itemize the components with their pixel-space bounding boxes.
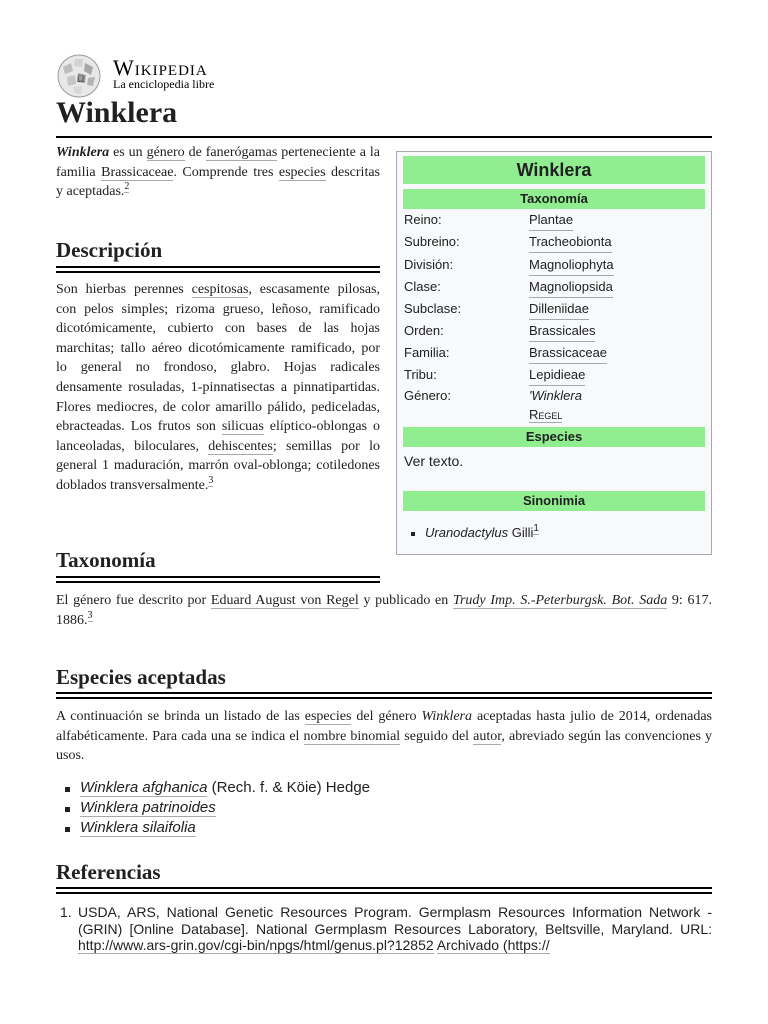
intro-text-1: es un [109,145,147,160]
taxobox-row [404,343,704,363]
taxobox-link-dilleniidae[interactable]: Dilleniidae [529,299,589,320]
taxobox [396,151,712,555]
esp-genus: Winklera [421,709,472,724]
descripcion-paragraph [56,280,380,496]
link-trudy[interactable]: Trudy Imp. S.-Peterburgsk. Bot. Sada [452,593,668,608]
taxobox-key: Tribu: [404,367,437,382]
species-link[interactable]: Winklera afghanica [80,779,208,796]
link-dehiscentes[interactable]: dehiscentes [208,438,273,454]
reference-number: 1. [60,904,72,920]
list-item [62,778,370,798]
species-link[interactable]: Winklera silaifolia [80,819,196,836]
section-heading-taxonomia: Taxonomía [56,548,156,572]
desc-text-3: elíptico-oblongas o lanceoladas, biloculares, [56,419,380,454]
taxobox-genus-value [529,386,582,424]
taxobox-synonym-item [411,525,539,540]
taxobox-key: División: [404,257,454,272]
section-heading-referencias: Referencias [56,860,161,884]
taxobox-row [404,232,704,252]
intro-text-3: perteneciente a la familia [56,145,380,180]
reference-archive-link[interactable]: Archivado (https:// [436,937,550,953]
taxobox-key: Género: [404,388,451,403]
title-divider [56,136,712,138]
especies-paragraph [56,707,712,766]
link-cespitosas[interactable]: cespitosas [191,282,249,297]
link-autor[interactable]: autor [473,728,502,744]
desc-text-4: ; semillas por lo general 1 maduración, marrón oval-oblonga; cotiledones doblados transversalmente. [56,438,381,493]
section-divider [56,266,380,273]
wikipedia-wordmark: Wikipedia [113,55,208,80]
esp-text-1: A continuación se brinda un listado de las [56,709,305,724]
tax-text-1: El género fue descrito por [56,593,211,608]
reference-body: USDA, ARS, National Genetic Resources Program. Germplasm Resources Information Network - (GRIN) [Online Database]. National Germplasm Resources Laboratory, Beltsville, Maryland. URL: [78,904,712,937]
taxobox-title: Winklera [403,156,705,184]
taxobox-row-genero [404,386,704,426]
taxobox-key: Familia: [404,345,450,360]
taxobox-key: Subclase: [404,301,462,316]
intro-paragraph [56,143,380,202]
wikipedia-globe-icon [55,53,103,99]
taxobox-key: Orden: [404,323,444,338]
bullet-icon [411,532,415,536]
section-heading-especies: Especies aceptadas [56,665,226,689]
wikipedia-tagline: La enciclopedia libre [113,77,215,91]
taxonomia-paragraph [56,591,712,630]
taxobox-row [404,365,704,385]
wikipedia-logo[interactable] [55,53,255,99]
citation-1[interactable]: 1 [533,523,539,534]
section-divider [56,576,380,583]
synonym-name: Uranodactylus [425,525,509,540]
taxobox-key: Clase: [404,279,441,294]
taxobox-link-plantae[interactable]: Plantae [529,210,573,231]
tax-text-3: 9: 617. 1886. [56,593,713,628]
link-especies-2[interactable]: especies [304,709,352,724]
svg-text:Ω: Ω [77,74,85,85]
taxobox-link-tracheobionta[interactable]: Tracheobionta [529,232,612,253]
taxobox-row [404,210,704,230]
citation-2[interactable]: 2 [124,181,130,193]
taxobox-header-taxonomia: Taxonomía [403,189,705,209]
section-heading-descripcion: Descripción [56,238,163,262]
taxobox-species-text: Ver texto. [404,453,464,469]
taxobox-row [404,321,704,341]
link-regel[interactable]: Eduard August von Regel [210,593,359,608]
link-nombre-binomial[interactable]: nombre binomial [303,728,401,744]
taxobox-key: Reino: [404,212,442,227]
species-link[interactable]: Winklera patrinoides [80,799,216,816]
tax-text-2: y publicado en [358,593,453,608]
taxobox-row [404,299,704,319]
desc-text-2: , escasamente pilosas, con pelos simples; rizoma grueso, leñoso, ramificado dicotómicamente, cubierto con bases de las hojas marchitas; tallo aéreo dicotómicamente ramificado, por lo general no frondoso, glabro. Hojas radicales densamente rosuladas, 1-pinnatisectas a pinnatipartidas. Flores mediocres, de color amarillo pálido, pediceladas, ebracteadas. Los frutos son [56,282,381,435]
reference-url[interactable]: http://www.ars-grin.gov/cgi-bin/npgs/html/genus.pl?12852 [78,937,434,953]
taxobox-row [404,255,704,275]
taxobox-key: Subreino: [404,234,460,249]
esp-text-2: del género [351,709,422,724]
list-item [62,818,370,838]
section-divider [56,692,712,699]
esp-text-5: , abreviado según las convenciones y usos. [56,728,713,764]
taxobox-header-sinonimia: Sinonimia [403,491,705,511]
reference-text [78,904,712,954]
taxobox-genus-name: 'Winklera [529,388,582,403]
citation-3[interactable]: 3 [208,474,214,486]
taxobox-row [404,277,704,297]
taxobox-link-lepidieae[interactable]: Lepidieae [529,365,585,386]
intro-text-2: de [184,145,206,160]
link-genero[interactable]: género [146,145,185,160]
taxobox-link-brassicales[interactable]: Brassicales [529,321,595,342]
list-item [62,798,370,818]
species-author: (Rech. f. & Köie) Hedge [207,779,371,796]
link-fanerogamas[interactable]: fanerógamas [205,145,278,160]
link-silicuas[interactable]: silicuas [221,419,264,435]
esp-text-3: aceptadas hasta julio de 2014, ordenadas alfabéticamente. Para cada una se indica el [56,709,712,744]
synonym-author: Gilli [508,525,534,540]
intro-text-4: . Comprende tres [173,164,279,180]
taxobox-link-magnoliopsida[interactable]: Magnoliopsida [529,277,613,298]
citation-3b[interactable]: 3 [87,609,93,621]
section-divider [56,887,712,894]
intro-text-5: descritas y aceptadas. [56,164,381,200]
link-especies[interactable]: especies [278,164,326,180]
link-brassicaceae[interactable]: Brassicaceae [101,164,174,180]
taxobox-link-magnoliophyta[interactable]: Magnoliophyta [529,255,614,276]
taxobox-link-brassicaceae[interactable]: Brassicaceae [529,343,607,364]
species-list [62,778,370,838]
taxobox-header-especies: Especies [403,427,705,447]
desc-text-1: Son hierbas perennes [56,282,192,297]
intro-term: Winklera [56,145,110,160]
taxobox-link-regel[interactable]: Regel [529,407,563,422]
esp-text-4: seguido del [400,728,474,744]
page-title: Winklera [56,96,178,129]
